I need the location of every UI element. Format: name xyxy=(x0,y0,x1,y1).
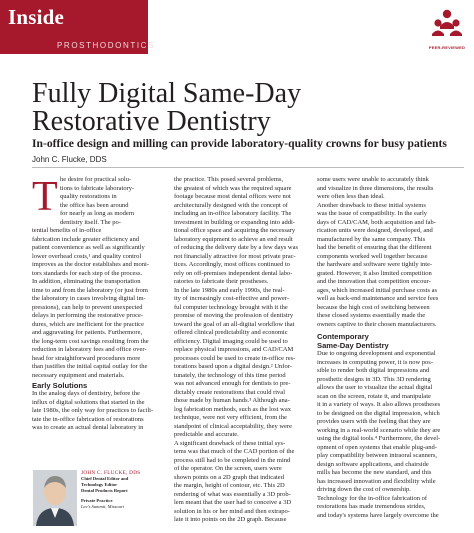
text-line: process still had to be completed in the mind xyxy=(174,456,291,464)
author-card xyxy=(81,470,161,510)
text-line: investment in building or expanding into addi- xyxy=(174,218,295,226)
text-line: promise of moving the profession of dentistry xyxy=(174,312,294,319)
text-line: and aggravating for patients. Furthermore, xyxy=(32,329,143,336)
text-line: some users were unable to accurately think xyxy=(317,176,429,183)
text-line: standpoint of clinical acceptability, they were xyxy=(174,422,292,430)
text-line: lem meant that the user had to conceive a 3D xyxy=(174,499,292,506)
text-line: the laboratory in cases involving digital im- xyxy=(32,295,146,302)
text-line: offered clinical predictability and economic xyxy=(174,329,288,336)
text-line: lower overhead costs,¹ and quality control xyxy=(32,252,142,260)
text-line: technique, were not very efficient, from the xyxy=(174,414,287,421)
text-line: toward the goal of an all-digital workflow that xyxy=(174,320,295,328)
peer-reviewed-logo xyxy=(429,6,465,54)
author-photo xyxy=(33,470,77,526)
column-3 xyxy=(317,176,449,520)
section-label: Inside xyxy=(8,5,65,29)
author-title-3: Dental Products Report xyxy=(81,488,128,493)
peer-reviewed-icon xyxy=(429,6,465,46)
text-line: tors standards for each step of the process. xyxy=(32,269,143,277)
text-line: predictable and accurate. xyxy=(174,431,239,438)
title-line-1: Fully Digital Same-Day xyxy=(32,78,302,109)
text-line: well as back-end maintenance and service fees xyxy=(317,295,439,302)
header xyxy=(0,0,474,58)
text-line: ratories to fabricate their prostheses. xyxy=(174,278,269,285)
text-line: time to and from the laboratory (or just from xyxy=(32,286,148,294)
text-line: processes could be used to create in-office res- xyxy=(174,354,296,362)
section-banner xyxy=(0,0,155,54)
logo-label: PEER-REVIEWED xyxy=(428,45,466,50)
text-line: opment of open systems that enable plug-and- xyxy=(317,443,437,451)
author-name: JOHN C. FLUCKE, DDS xyxy=(81,470,141,476)
text-line: he desire for practical solu- xyxy=(60,176,132,183)
drop-cap: T xyxy=(32,174,58,220)
heading-line-2: Same-Day Dentistry xyxy=(317,341,389,350)
text-line: and the innovation that competition encour- xyxy=(317,278,431,285)
text-line: influx of digital solutions that started in the xyxy=(32,398,145,406)
text-line: allows the user to visualize the actual digital xyxy=(317,384,433,391)
article-title xyxy=(32,80,462,136)
divider xyxy=(32,167,464,168)
text-line: because the high cost of switching between xyxy=(317,303,430,311)
text-line: had the benefit of ensuring that the different xyxy=(317,244,432,251)
author-portrait-icon xyxy=(33,470,77,526)
text-line: than justifies the initial capital outlay for the xyxy=(32,363,148,370)
text-line: ity of increasingly cost-effective and power- xyxy=(174,295,290,302)
text-line: was not advanced enough for dentists to pre- xyxy=(174,380,291,387)
title-line-2: Restorative Dentistry xyxy=(32,106,271,137)
text-line: ages, which increased initial purchase costs as xyxy=(317,286,438,294)
text-line: components worked well together because xyxy=(317,252,428,260)
column-3-paragraphs-b xyxy=(317,350,449,520)
author-practice: Private Practice xyxy=(81,498,113,503)
text-line: head for straightforward procedures more xyxy=(32,354,141,362)
text-line: rely on off-premises independent dental labo- xyxy=(174,269,293,277)
text-line: it in a variety of ways. It also allows prostheses xyxy=(317,401,441,408)
text-line: torations based upon a digital design.² Unfor- xyxy=(174,363,292,370)
text-line: were often less than ideal. xyxy=(317,193,385,200)
text-line: architecturally designed with the concept of xyxy=(174,201,288,209)
author-title-2: Technology Editor xyxy=(81,482,118,487)
text-line: of reducing the delivery date by a few days was xyxy=(174,244,298,251)
text-line: In the late 1980s and early 1990s, the real- xyxy=(174,286,285,294)
text-line: increases in computing power, it is now pos- xyxy=(317,358,433,366)
text-line: solution in his or her mind and then extrapo- xyxy=(174,507,290,515)
text-line: the margin, height of contour, etc. This 2D xyxy=(174,482,285,489)
text-line: and visualize in three dimensions, the results xyxy=(317,184,434,192)
text-line: was to create an actual dental laboratory in xyxy=(32,424,144,431)
text-line: tices. Accordingly, most offices continued to xyxy=(174,261,290,268)
text-line: tunately, the technology of this time period xyxy=(174,371,286,379)
text-line: manufactured by the same company. This xyxy=(317,235,426,243)
column-1 xyxy=(32,176,160,433)
author-location: Lee's Summit, Missouri xyxy=(81,504,124,509)
text-line: tential benefits of in-office xyxy=(32,227,102,234)
text-line: including an in-office laboratory facility. The xyxy=(174,210,292,217)
text-line: scan on the screen, rotate it, and manipulate xyxy=(317,392,431,400)
text-line: footage because most dental offices were not xyxy=(174,193,291,200)
text-line: driving down the cost of ownership. xyxy=(317,486,411,493)
text-line: play compatibility between intraoral scanners, xyxy=(317,452,438,459)
text-line: restorations has made tremendous strides, xyxy=(317,503,426,510)
text-line: design software applications, and chairside xyxy=(317,460,429,468)
text-line: efficiency. Digital imaging could be used to xyxy=(174,337,288,345)
column-1-paragraphs-b xyxy=(32,390,160,433)
text-line: tems was that much of the CAD portion of the xyxy=(174,448,295,455)
byline: John C. Flucke, DDS xyxy=(32,155,107,164)
text-line: laboratory equipment to achieve an end result xyxy=(174,235,293,243)
text-line: late 1980s, the only way for practices to facili- xyxy=(32,407,154,414)
column-2 xyxy=(174,176,302,525)
text-line: the hardware and software were tightly inte- xyxy=(317,261,433,268)
text-line: tions to fabricate laboratory- xyxy=(60,184,135,192)
text-line: prosthetic designs in 3D. This 3D rendering xyxy=(317,375,431,383)
text-line: the greatest of which was the required square xyxy=(174,184,292,192)
article-subtitle: In-office design and milling can provide laboratory-quality crowns for busy patients xyxy=(32,137,447,150)
text-line: ful computer technology brought with it the xyxy=(174,303,288,311)
text-line: not financially attractive for most private prac- xyxy=(174,252,296,260)
text-line: pressions), can help to prevent unexpected xyxy=(32,303,143,311)
text-line: the long-term cost savings resulting from the xyxy=(32,337,149,345)
column-2-paragraphs xyxy=(174,176,302,525)
text-line: has increased innovation and flexibility while xyxy=(317,477,436,485)
text-line: was the issue of compatibility. In the early xyxy=(317,210,428,217)
text-line: using the digital tools.⁴ Furthermore, the devel- xyxy=(317,435,441,442)
text-line: improves as the doctor establishes and moni- xyxy=(32,261,149,268)
text-line: dentistry itself. The po- xyxy=(60,218,121,226)
text-line: rication units were designed, developed, and xyxy=(317,227,433,234)
text-line: tate the in-office fabrication of restorations xyxy=(32,415,144,423)
text-line: reduction in laboratory fees and office over- xyxy=(32,346,147,353)
text-line: these closed systems essentially made the xyxy=(317,312,426,319)
text-line: dures, which are inefficient for the practice xyxy=(32,320,144,328)
text-line: provides users with the feeling that they are xyxy=(317,418,431,425)
text-line: fabrication include greater efficiency and xyxy=(32,235,140,243)
text-line: for nearly as long as modern xyxy=(60,210,135,217)
text-line: grated. However, it also limited competition xyxy=(317,269,432,277)
text-line: and today's systems have largely overcome the xyxy=(317,511,439,519)
text-line: mills has become the new standard, and this xyxy=(317,469,432,476)
text-line: In the analog days of dentistry, before the xyxy=(32,390,140,397)
text-line: tional office space and acquiring the necessary xyxy=(174,227,296,234)
text-line: sible to render both digital impressions and xyxy=(317,367,430,374)
text-line: log fabrication methods, such as the lost wax xyxy=(174,405,291,413)
text-line: rendering of what was essentially a 3D prob- xyxy=(174,490,291,498)
column-3-paragraphs xyxy=(317,176,449,329)
text-line: those made by human hands.³ Although ana- xyxy=(174,397,290,404)
text-line: owners captive to their chosen manufacturers. xyxy=(317,320,437,328)
text-line: necessary equipment and materials. xyxy=(32,371,125,379)
column-1-paragraphs xyxy=(32,176,160,380)
text-line: shown points on a 2D graph that indicated xyxy=(174,473,284,481)
text-line: late it into points on the 2D graph. Because xyxy=(174,516,287,523)
text-line: the practice. This posed several problems, xyxy=(174,176,284,183)
author-title-1: Chief Dental Editor and xyxy=(81,476,129,481)
text-line: dictably create restorations that could rival xyxy=(174,388,285,396)
section-heading-contemporary xyxy=(317,332,449,350)
heading-line-1: Contemporary xyxy=(317,332,369,341)
text-line: patient convenience as well as significantly xyxy=(32,244,145,251)
text-line: replace physical impressions, and CAD/CAM xyxy=(174,346,294,353)
text-line: quality restorations in xyxy=(60,193,117,200)
text-line: days of CAD/CAM, both acquisition and fab- xyxy=(317,218,436,226)
text-line: the office has been around xyxy=(60,201,129,209)
text-line: delays in performing the restorative proce- xyxy=(32,312,143,319)
text-line: of the operator. On the screen, users were xyxy=(174,465,282,472)
section-heading-early-solutions: Early Solutions xyxy=(32,381,88,390)
text-line: Technology for the in-office fabrication of xyxy=(317,494,428,502)
text-line: to be designed on the digital impression, which xyxy=(317,409,440,417)
text-line: Another drawback to these initial systems xyxy=(317,201,426,209)
category-label: PROSTHODONTICS xyxy=(57,41,155,50)
text-line: A significant drawback of these initial sys- xyxy=(174,439,286,447)
text-line: Due to ongoing development and exponential xyxy=(317,350,436,357)
text-line: In addition, eliminating the transportation xyxy=(32,278,141,285)
text-line: working in a real-world scenario while they are xyxy=(317,426,441,434)
